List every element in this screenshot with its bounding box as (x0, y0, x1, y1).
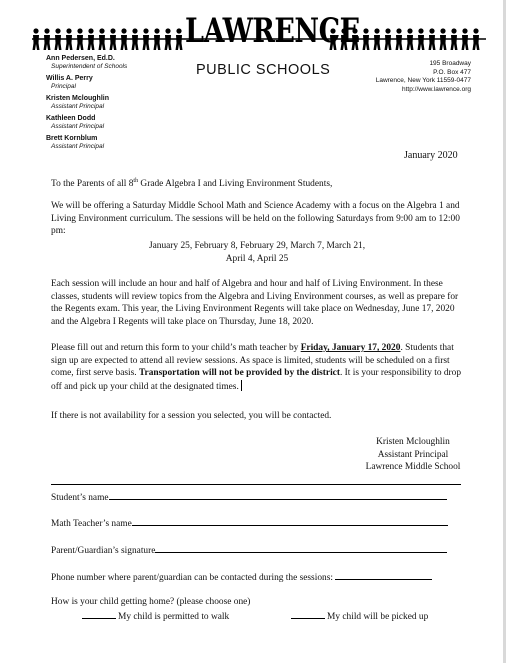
staff-name: Kathleen Dodd (46, 115, 96, 122)
signer-name: Kristen Mcloughlin (376, 437, 450, 447)
staff-name: Brett Kornblum (46, 135, 98, 142)
district-logo-wordmark: LAWRENCE (185, 12, 360, 51)
staff-name: Willis A. Perry (46, 75, 93, 82)
transportation-notice: Transportation will not be provided by the district (139, 368, 340, 378)
parent-signature-row (51, 543, 447, 556)
signer-title: Assistant Principal (377, 449, 449, 460)
staff-entry (46, 75, 127, 91)
option-pickup-label: My child will be picked up (327, 612, 429, 622)
staff-list (46, 55, 127, 155)
staff-name: Ann Pedersen, Ed.D. (46, 55, 115, 62)
phone-label: Phone number where parent/guardian can be contacted during the sessions: (51, 573, 333, 583)
district-subtitle: PUBLIC SCHOOLS (196, 62, 331, 78)
tear-off-divider (51, 484, 461, 485)
salutation-text-end: Grade Algebra I and Living Environment Students, (138, 179, 333, 190)
salutation (51, 175, 463, 191)
student-name-row (51, 490, 447, 503)
option-walk-row (82, 609, 229, 622)
instructions-text: . Students that sign up are expected to attend all review sessions. As space is limited, students will be scheduled on a first come, first serve basis. (51, 343, 454, 378)
phone-field[interactable] (335, 570, 432, 580)
staff-entry (46, 55, 127, 71)
session-dates (51, 240, 463, 265)
staff-entry (46, 115, 127, 131)
staff-title: Superintendent of Schools (51, 63, 128, 70)
session-dates-line: January 25, February 8, February 29, March 7, March 21, (148, 241, 366, 251)
paragraph-details: Each session will include an hour and half of Algebra and hour and half of Living Environment. In these classes, students will review topics from the Algebra and Living Environment courses, as well as prepare for the Regents exam. This year, the Living Environment Regents will take place on Wednesday, June 17, 2020 and the Algebra I Regents will take place on Thursday, June 18, 2020. (51, 279, 459, 327)
address-city: Lawrence, New York 11559-0477 (375, 77, 471, 84)
salutation-text: To the Parents of all 8 (51, 179, 134, 190)
transport-question: How is your child getting home? (please choose one) (51, 597, 251, 607)
text-cursor (241, 380, 242, 391)
address-street: 195 Broadway (429, 60, 471, 67)
salutation-ordinal: th (133, 178, 139, 184)
district-address (376, 60, 471, 94)
staff-entry (46, 135, 127, 151)
session-dates-line: April 4, April 25 (225, 253, 289, 264)
address-po-box: P.O. Box 477 (433, 68, 471, 76)
option-walk-label: My child is permitted to walk (118, 612, 230, 622)
staff-title: Principal (51, 83, 76, 90)
math-teacher-row (51, 516, 448, 529)
paragraph-instructions (51, 342, 463, 393)
staff-title: Assistant Principal (51, 103, 105, 110)
instructions-text-end: . It is your responsibility to drop off and pick up your child at the designated times. (51, 368, 462, 392)
math-teacher-field[interactable] (132, 516, 448, 526)
instructions-text: Please fill out and return this form to your child’s math teacher by (51, 343, 301, 353)
signature-block (358, 436, 468, 474)
staff-name: Kristen Mcloughlin (46, 95, 109, 102)
letter-date: January 2020 (404, 150, 458, 161)
deadline-date: Friday, January 17, 2020 (300, 343, 401, 353)
staff-entry (46, 95, 127, 111)
option-pickup-blank[interactable] (291, 609, 325, 619)
phone-row (51, 570, 432, 583)
student-name-label: Student’s name (51, 493, 109, 503)
paragraph-availability: If there is not availability for a session you selected, you will be contacted. (51, 411, 332, 421)
signer-school: Lawrence Middle School (365, 462, 461, 472)
math-teacher-label: Math Teacher’s name (51, 519, 132, 529)
paragraph-intro: We will be offering a Saturday Middle School Math and Science Academy with a focus on the Algebra 1 and Living Environment curriculum. The sessions will be held on the following Saturdays from 9:00 am to 12:00 pm: (51, 201, 460, 236)
student-name-field[interactable] (109, 490, 447, 500)
parent-signature-label: Parent/Guardian’s signature (51, 546, 156, 556)
parent-signature-field[interactable] (155, 543, 447, 553)
option-walk-blank[interactable] (82, 609, 116, 619)
option-pickup-row (291, 609, 428, 622)
address-website: http://www.lawrence.org (401, 85, 471, 93)
staff-title: Assistant Principal (51, 123, 105, 130)
staff-title: Assistant Principal (51, 143, 105, 150)
